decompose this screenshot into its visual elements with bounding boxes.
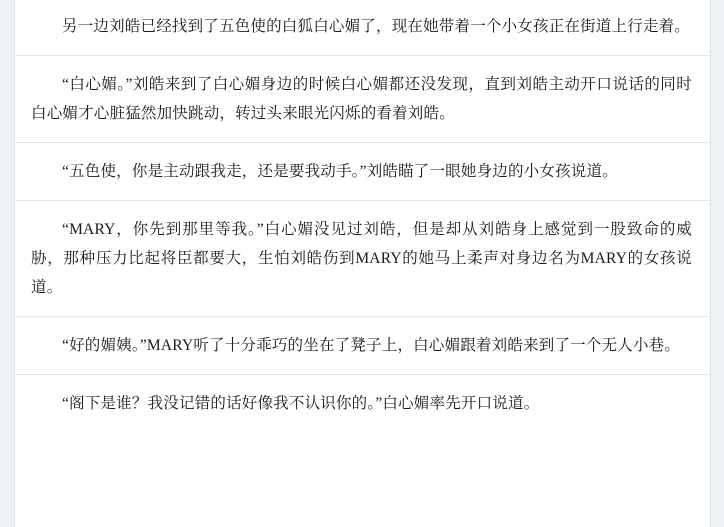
paragraph-spacer <box>15 186 710 200</box>
paragraph-spacer <box>15 317 710 331</box>
paragraph <box>15 389 710 418</box>
paragraph-text: “白心媚。”刘皓来到了白心媚身边的时候白心媚都还没发现，直到刘皓主动开口说话的同时白心媚才心脏猛然加快跳动，转过头来眼光闪烁的看着刘皓。 <box>31 76 692 122</box>
top-spacer <box>15 0 710 12</box>
right-margin-rail <box>710 0 724 527</box>
paragraph-spacer <box>15 56 710 70</box>
paragraph-text: “好的媚姨。”MARY听了十分乖巧的坐在了凳子上，白心媚跟着刘皓来到了一个无人小巷。 <box>62 337 681 354</box>
paragraph-spacer <box>15 302 710 316</box>
paragraph <box>15 157 710 186</box>
paragraph-text: “MARY，你先到那里等我。”白心媚没见过刘皓，但是却从刘皓身上感觉到一股致命的威胁，那种压力比起将臣都要大，生怕刘皓伤到MARY的她马上柔声对身边名为MARY的女孩说道。 <box>31 221 692 296</box>
paragraph-text: “阁下是谁？我没记错的话好像我不认识你的。”白心媚率先开口说道。 <box>62 395 540 412</box>
paragraph-spacer <box>15 128 710 142</box>
document-body <box>15 0 710 527</box>
paragraph-spacer <box>15 201 710 215</box>
paragraph <box>15 12 710 41</box>
paragraph <box>15 70 710 128</box>
paragraph <box>15 331 710 360</box>
paragraph-spacer <box>15 375 710 389</box>
left-margin-rail <box>0 0 15 527</box>
paragraph-text: “五色使，你是主动跟我走，还是要我动手。”刘皓瞄了一眼她身边的小女孩说道。 <box>62 163 618 180</box>
paragraph-spacer <box>15 143 710 157</box>
paragraph-spacer <box>15 41 710 55</box>
paragraph-spacer <box>15 360 710 374</box>
paragraph <box>15 215 710 302</box>
paragraph-text: 另一边刘皓已经找到了五色使的白狐白心媚了，现在她带着一个小女孩正在街道上行走着。 <box>62 18 691 35</box>
